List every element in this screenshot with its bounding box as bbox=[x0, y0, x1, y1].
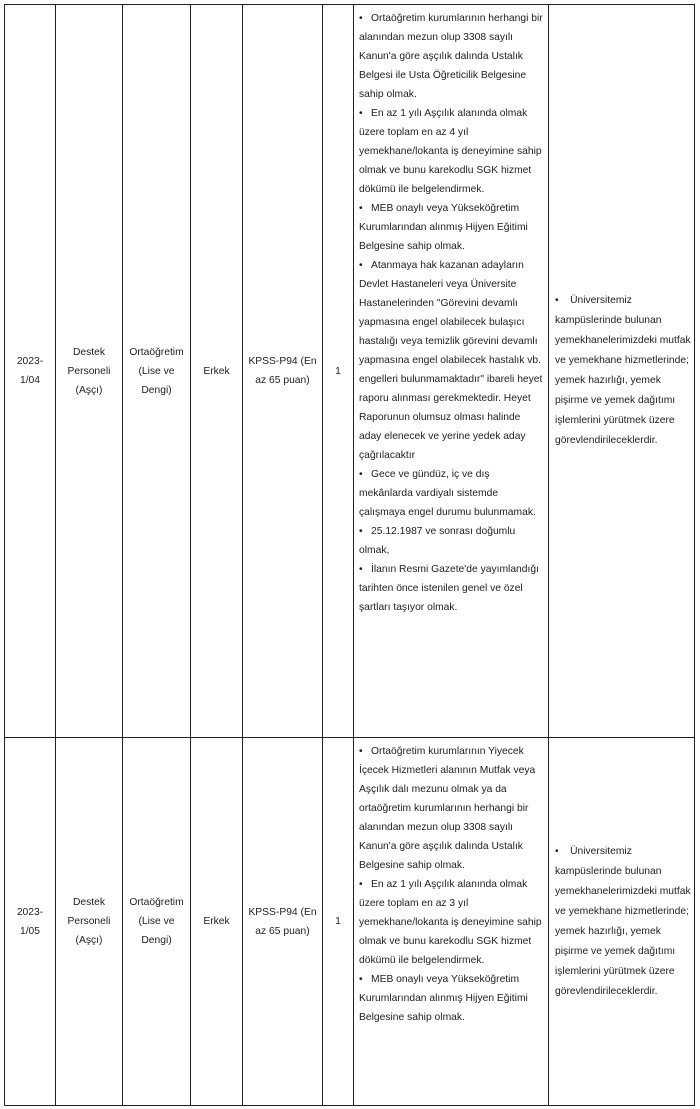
job-duty: • Üniversitemiz kampüslerinde bulunan yemekhanelerimizdeki mutfak ve yemekhane hizmetlerinde; yemek hazırlığı, yemek pişirme ve yemek dağıtımı işlemlerini yürütmek üzere görevlendirileceklerdir. bbox=[549, 738, 695, 1106]
education-level: Ortaöğretim (Lise ve Dengi) bbox=[123, 738, 191, 1106]
requirement-item: • MEB onaylı veya Yükseköğretim Kurumlarından alınmış Hijyen Eğitimi Belgesine sahip olmak. bbox=[359, 970, 544, 1027]
education-level: Ortaöğretim (Lise ve Dengi) bbox=[123, 5, 191, 738]
requirement-item: • Atanmaya hak kazanan adayların Devlet Hastaneleri veya Üniversite Hastanelerinden "Görevini devamlı yapmasına engel olabilecek bulaşıcı hastalığı veya temizlik görevini devamlı yapmasına engel olabilecek hastalık vb. engelleri bulunmamaktadır" ibareli heyet raporu alınması gerekmektedir. Heyet Raporunun olumsuz olması halinde aday elenecek ve yerine yedek aday çağrılacaktır bbox=[359, 256, 544, 465]
bullet-icon: • bbox=[359, 526, 363, 537]
job-listing-table bbox=[4, 4, 695, 1106]
bullet-icon: • bbox=[359, 879, 363, 890]
requirement-item: • 25.12.1987 ve sonrası doğumlu olmak, bbox=[359, 522, 544, 560]
position-code: 2023-1/05 bbox=[5, 738, 56, 1106]
bullet-icon: • bbox=[359, 203, 363, 214]
position-count: 1 bbox=[323, 738, 354, 1106]
bullet-icon: • bbox=[359, 108, 363, 119]
requirements-list bbox=[354, 5, 549, 738]
bullet-icon: • bbox=[555, 845, 571, 857]
requirement-item: • Gece ve gündüz, iç ve dış mekânlarda vardiyalı sistemde çalışmaya engel durumu bulunmamak. bbox=[359, 465, 544, 522]
bullet-icon: • bbox=[359, 260, 363, 271]
position-title: Destek Personeli (Aşçı) bbox=[56, 5, 123, 738]
position-code: 2023-1/04 bbox=[5, 5, 56, 738]
table-row bbox=[5, 738, 695, 1106]
bullet-icon: • bbox=[359, 974, 363, 985]
requirement-item: • En az 1 yılı Aşçılık alanında olmak üzere toplam en az 3 yıl yemekhane/lokanta iş deneyimine sahip olmak ve bunu karekodlu SGK hizmet dökümü ile belgelendirmek. bbox=[359, 875, 544, 970]
requirement-item: • MEB onaylı veya Yükseköğretim Kurumlarından alınmış Hijyen Eğitimi Belgesine sahip olmak. bbox=[359, 199, 544, 256]
bullet-icon: • bbox=[359, 13, 363, 24]
bullet-icon: • bbox=[359, 564, 363, 575]
bullet-icon: • bbox=[555, 295, 571, 306]
gender: Erkek bbox=[191, 5, 243, 738]
exam-score: KPSS-P94 (En az 65 puan) bbox=[243, 5, 323, 738]
requirement-item: • İlanın Resmi Gazete'de yayımlandığı tarihten önce istenilen genel ve özel şartları taşıyor olmak. bbox=[359, 560, 544, 617]
gender: Erkek bbox=[191, 738, 243, 1106]
table-row bbox=[5, 5, 695, 738]
requirements-list bbox=[354, 738, 549, 1106]
bullet-icon: • bbox=[359, 469, 363, 480]
position-title: Destek Personeli (Aşçı) bbox=[56, 738, 123, 1106]
requirement-item: • En az 1 yılı Aşçılık alanında olmak üzere toplam en az 4 yıl yemekhane/lokanta iş deneyimine sahip olmak ve bunu karekodlu SGK hizmet dökümü ile belgelendirmek. bbox=[359, 104, 544, 199]
position-count: 1 bbox=[323, 5, 354, 738]
exam-score: KPSS-P94 (En az 65 puan) bbox=[243, 738, 323, 1106]
bullet-icon: • bbox=[359, 746, 363, 757]
job-duty: • Üniversitemiz kampüslerinde bulunan yemekhanelerimizdeki mutfak ve yemekhane hizmetlerinde; yemek hazırlığı, yemek pişirme ve yemek dağıtımı işlemlerini yürütmek üzere görevlendirileceklerdir. bbox=[549, 5, 695, 738]
requirement-item: • Ortaöğretim kurumlarının Yiyecek İçecek Hizmetleri alanının Mutfak veya Aşçılık dalı mezunu olmak ya da ortaöğretim kurumlarının herhangi bir alanından mezun olup 3308 sayılı Kanun'a göre aşçılık dalında Ustalık Belgesine sahip olmak. bbox=[359, 742, 544, 875]
requirement-item: • Ortaöğretim kurumlarının herhangi bir alanından mezun olup 3308 sayılı Kanun'a göre aşçılık dalında Ustalık Belgesi ile Usta Öğreticilik Belgesine sahip olmak. bbox=[359, 9, 544, 104]
